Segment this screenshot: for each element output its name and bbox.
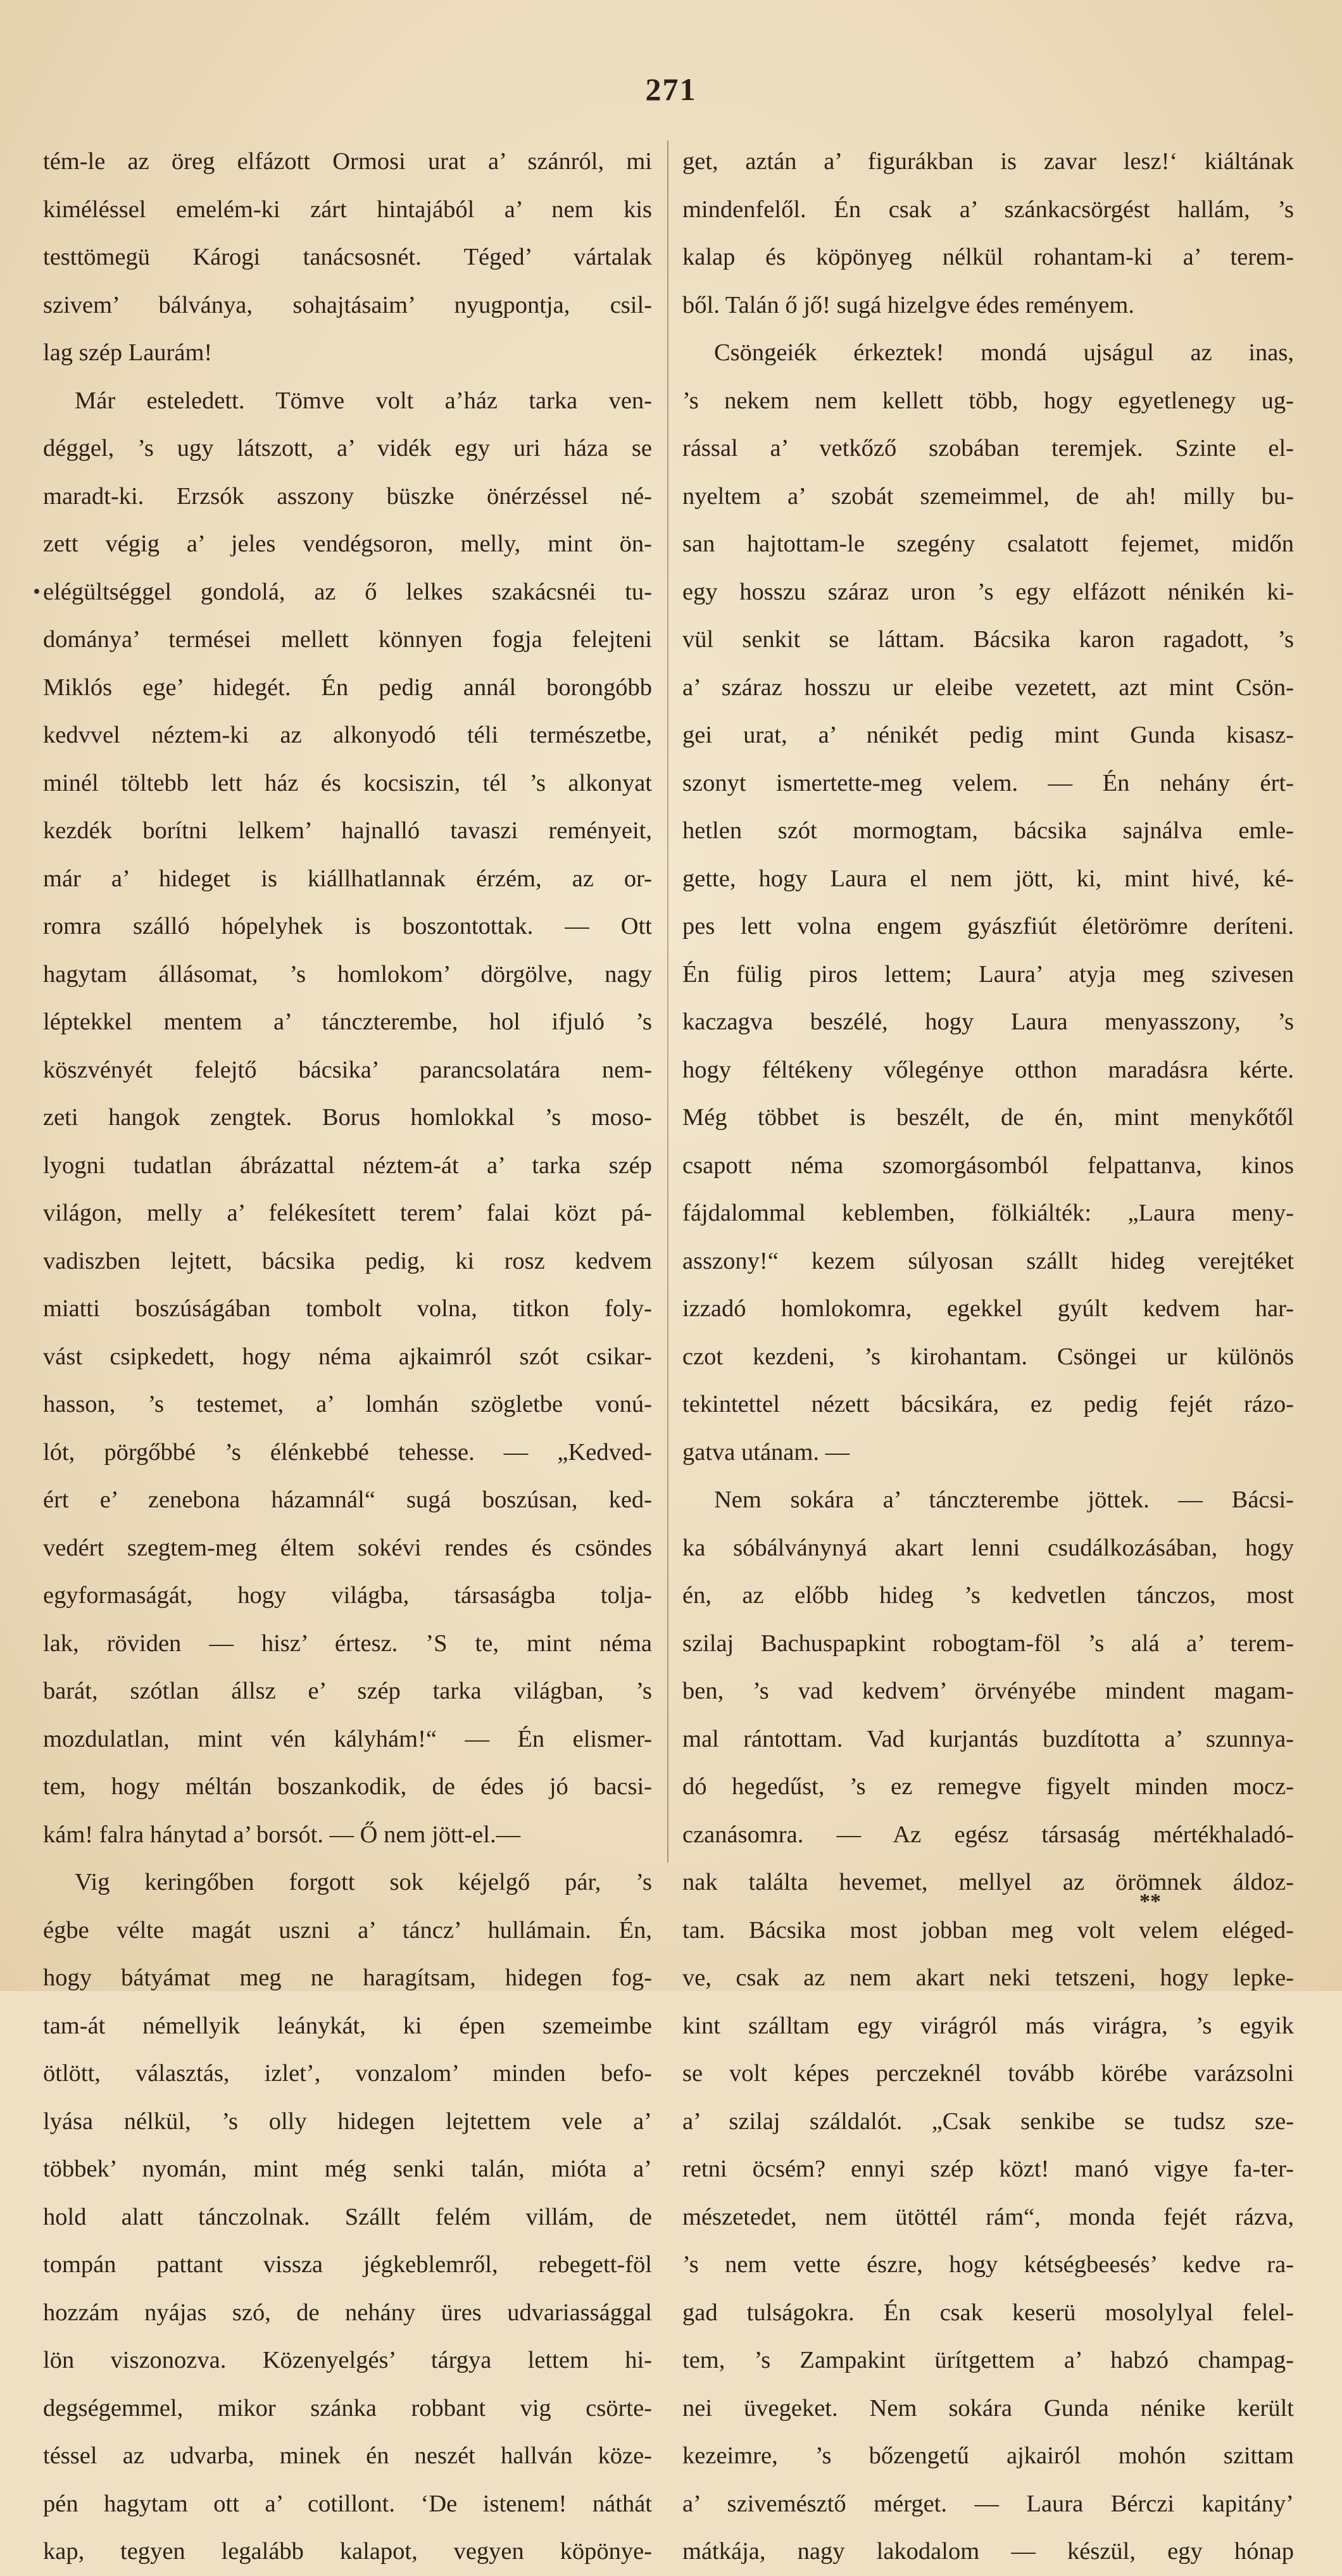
text-line: zett végig a’ jeles vendégsoron, melly, mint ön-: [43, 531, 652, 557]
text-line: gad tulságokra. Én csak keserü mosolylyal felel-: [682, 2299, 1294, 2326]
text-line: a’ száraz hosszu ur eleibe vezetett, azt mint Csön-: [682, 674, 1294, 701]
text-line: testtömegü Károgi tanácsosnét. Téged’ vártalak: [43, 244, 652, 270]
text-line: lyogni tudatlan ábrázattal néztem-át a’ tarka szép: [43, 1152, 652, 1179]
text-line: hogy bátyámat meg ne haragítsam, hidegen fog-: [43, 1964, 652, 1991]
text-line: tém-le az öreg elfázott Ormosi urat a’ szánról, mi: [43, 148, 652, 175]
text-line: lyása nélkül, ’s olly hidegen lejtettem vele a’: [43, 2108, 652, 2135]
text-line: hogy féltékeny vőlegénye otthon maradásra kérte.: [682, 1056, 1294, 1083]
text-line: Vig keringőben forgott sok kéjelgő pár, ’s: [75, 1869, 652, 1895]
page-number: 271: [645, 72, 697, 107]
text-line: hozzám nyájas szó, de nehány üres udvariassággal: [43, 2299, 652, 2326]
right-text-column: [682, 138, 1294, 2576]
text-line: miatti boszúságában tombolt volna, titkon foly-: [43, 1295, 652, 1322]
text-line: hold alatt tánczolnak. Szállt felém villám, de: [43, 2203, 652, 2230]
text-line: czot kezdeni, ’s kirohantam. Csöngei ur különös: [682, 1343, 1294, 1370]
text-line: pén hagytam ott a’ cotillont. ‘De istenem! náthát: [43, 2490, 652, 2517]
text-line: mátkája, nagy lakodalom — készül, egy hónap: [682, 2538, 1294, 2565]
text-line: mal rántottam. Vad kurjantás buzdította a’ szunnya-: [682, 1725, 1294, 1752]
text-line: lót, pörgőbbé ’s élénkebbé tehesse. — „Kedved-: [43, 1438, 652, 1466]
column-divider: [667, 141, 668, 1863]
text-line: én, az előbb hideg ’s kedvetlen tánczos, most: [682, 1582, 1294, 1609]
text-line: hagytam állásomat, ’s homlokom’ dörgölve, nagy: [43, 960, 652, 988]
text-line: nak találta hevemet, mellyel az örömnek áldoz-: [682, 1869, 1294, 1895]
text-line: lak, röviden — hisz’ értesz. ’S te, mint néma: [43, 1630, 652, 1657]
text-line: elégültséggel gondolá, az ő lelkes szakácsnéi tu-: [43, 578, 652, 605]
text-line: barát, szótlan állsz e’ szép tarka világban, ’s: [43, 1678, 652, 1704]
text-line: retni öcsém? ennyi szép közt! manó vigye fa-ter-: [682, 2156, 1294, 2182]
text-line: kaczagva beszélé, hogy Laura menyasszony, ’s: [682, 1008, 1294, 1035]
text-line: mészetedet, nem ütöttél rám“, monda fejét rázva,: [682, 2203, 1294, 2230]
text-line: pes lett volna engem gyászfiút életörömre deríteni.: [682, 913, 1294, 939]
text-line: romra szálló hópelyhek is boszontottak. — Ott: [43, 913, 652, 939]
text-line: tam-át némellyik leánykát, ki épen szemeimbe: [43, 2012, 652, 2039]
text-line: minél töltebb lett ház és kocsiszin, tél ’s alkonyat: [43, 769, 652, 796]
text-line: vadiszben lejtett, bácsika pedig, ki rosz kedvem: [43, 1247, 652, 1274]
margin-ink-dot: [34, 589, 39, 594]
text-line: Még többet is beszélt, de én, mint menykőtől: [682, 1104, 1294, 1131]
text-line: Nem sokára a’ tánczterembe jöttek. — Bácsi-: [714, 1486, 1294, 1513]
text-line: ből. Talán ő jő! sugá hizelgve édes reményem.: [682, 291, 1134, 318]
text-line: csapott néma szomorgásomból felpattanva, kinos: [682, 1152, 1294, 1179]
text-line: mindenfelől. Én csak a’ szánkacsörgést hallám, ’s: [682, 196, 1294, 223]
text-line: get, aztán a’ figurákban is zavar lesz!‘ kiáltának: [682, 148, 1294, 175]
text-line: tem, ’s Zampakint ürítgettem a’ habzó champag-: [682, 2347, 1294, 2373]
text-line: egyformaságát, hogy világba, társaságba tolja-: [43, 1582, 652, 1609]
text-line: tem, hogy méltán boszankodik, de édes jó bacsi-: [43, 1773, 652, 1800]
text-line: zeti hangok zengtek. Borus homlokkal ’s moso-: [43, 1104, 652, 1131]
signature-mark: **: [1139, 1890, 1161, 1913]
text-line: gei urat, a’ nénikét pedig mint Gunda kisasz-: [682, 722, 1294, 748]
text-line: nei üvegeket. Nem sokára Gunda nénike került: [682, 2394, 1294, 2422]
text-line: se volt képes perczeknél tovább körébe varázsolni: [682, 2060, 1294, 2087]
text-line: mozdulatlan, mint vén kályhám!“ — Én elismer-: [43, 1725, 652, 1752]
text-line: san hajtottam-le szegény csalatott fejemet, midőn: [682, 531, 1294, 557]
text-line: tompán pattant vissza jégkeblemről, rebegett-föl: [43, 2251, 652, 2278]
text-line: rással a’ vetkőző szobában teremjek. Szinte el-: [682, 435, 1294, 462]
text-line: téssel az udvarba, minek én neszét hallván köze-: [43, 2442, 652, 2469]
text-line: dó hegedűst, ’s ez remegve figyelt minden mocz-: [682, 1773, 1294, 1800]
text-line: kiméléssel emelém-ki zárt hintajából a’ nem kis: [43, 196, 652, 223]
text-line: egy hosszu száraz uron ’s egy elfázott nénikén ki-: [682, 578, 1294, 605]
left-text-column: [43, 138, 652, 2576]
text-line: kám! falra hánytad a’ borsót. — Ő nem jött-el.—: [43, 1821, 521, 1848]
text-line: dománya’ termései mellett könnyen fogja felejteni: [43, 626, 652, 653]
text-line: nyeltem a’ szobát szemeimmel, de ah! milly bu-: [682, 482, 1294, 510]
text-line: gatva utánam. —: [682, 1438, 850, 1466]
text-line: degségemmel, mikor szánka robbant vig csörte-: [43, 2394, 652, 2422]
text-line: világon, melly a’ felékesített terem’ falai közt pá-: [43, 1200, 652, 1226]
text-line: maradt-ki. Erzsók asszony büszke önérzéssel né-: [43, 482, 652, 510]
text-line: kap, tegyen legalább kalapot, vegyen köpönye-: [43, 2538, 652, 2565]
text-line: ötlött, választás, izlet’, vonzalom’ minden befo-: [43, 2060, 652, 2087]
text-line: Én fülig piros lettem; Laura’ atyja meg szivesen: [682, 960, 1294, 988]
text-line: kint szálltam egy virágról más virágra, ’s egyik: [682, 2012, 1294, 2039]
text-line: lag szép Laurám!: [43, 339, 213, 366]
text-line: kezdék borítni lelkem’ hajnalló tavaszi reményeit,: [43, 817, 652, 844]
text-line: tam. Bácsika most jobban meg volt velem eléged-: [682, 1916, 1294, 1944]
text-line: izzadó homlokomra, egekkel gyúlt kedvem har-: [682, 1295, 1294, 1322]
text-line: már a’ hideget is kiállhatlannak érzém, az or-: [43, 865, 652, 892]
text-line: vást csipkedett, hogy néma ajkaimról szót csikar-: [43, 1343, 652, 1370]
text-line: ka sóbálványnyá akart lenni csudálkozásában, hogy: [682, 1534, 1294, 1561]
text-line: tekintettel nézett bácsikára, ez pedig fejét rázo-: [682, 1391, 1294, 1417]
text-line: ben, ’s vad kedvem’ örvényébe mindent magam-: [682, 1678, 1294, 1704]
text-line: lön viszonozva. Közenyelgés’ tárgya lettem hi-: [43, 2347, 652, 2373]
text-line: ve, csak az nem akart neki tetszeni, hogy lepke-: [682, 1964, 1294, 1991]
text-line: a’ szilaj száldalót. „Csak senkibe se tudsz sze-: [682, 2108, 1294, 2135]
text-line: kalap és köpönyeg nélkül rohantam-ki a’ terem-: [682, 244, 1294, 270]
text-line: Csöngeiék érkeztek! mondá ujságul az inas,: [714, 339, 1294, 366]
text-line: hasson, ’s testemet, a’ lomhán szögletbe vonú-: [43, 1391, 652, 1417]
text-line: vül senkit se láttam. Bácsika karon ragadott, ’s: [682, 626, 1294, 653]
text-line: égbe vélte magát uszni a’ táncz’ hullámain. Én,: [43, 1916, 652, 1944]
text-line: köszvényét felejtő bácsika’ parancsolatára nem-: [43, 1056, 652, 1083]
text-line: hetlen szót mormogtam, bácsika sajnálva emle-: [682, 817, 1294, 844]
text-line: kedvvel néztem-ki az alkonyodó téli természetbe,: [43, 722, 652, 748]
text-line: asszony!“ kezem súlyosan szállt hideg verejtéket: [682, 1247, 1294, 1274]
text-line: kezeimre, ’s bőzengetű ajkairól mohón szittam: [682, 2442, 1294, 2469]
text-line: vedért szegtem-meg éltem sokévi rendes és csöndes: [43, 1534, 652, 1561]
text-line: léptekkel mentem a’ tánczterembe, hol ifjuló ’s: [43, 1008, 652, 1035]
text-line: szivem’ bálványa, sohajtásaim’ nyugpontja, csil-: [43, 291, 652, 318]
text-line: ért e’ zenebona házamnál“ sugá boszúsan, ked-: [43, 1486, 652, 1513]
text-line: Már esteledett. Tömve volt a’ház tarka ven-: [75, 387, 652, 414]
text-line: többek’ nyomán, mint még senki talán, mióta a’: [43, 2156, 652, 2182]
text-line: a’ szivemésztő mérget. — Laura Bérczi kapitány’: [682, 2490, 1294, 2517]
text-line: szonyt ismertette-meg velem. — Én nehány ért-: [682, 769, 1294, 796]
text-line: Miklós ege’ hidegét. Én pedig annál borongóbb: [43, 674, 652, 701]
text-line: ’s nem vette észre, hogy kétségbeesés’ kedve ra-: [682, 2251, 1294, 2278]
text-line: czanásomra. — Az egész társaság mértékhaladó-: [682, 1821, 1294, 1848]
text-line: ’s nekem nem kellett több, hogy egyetlenegy ug-: [682, 387, 1294, 414]
text-line: szilaj Bachuspapkint robogtam-föl ’s alá a’ terem-: [682, 1630, 1294, 1657]
text-line: fájdalommal keblemben, fölkiálték: „Laura meny-: [682, 1200, 1294, 1226]
text-line: gette, hogy Laura el nem jött, ki, mint hivé, ké-: [682, 865, 1294, 892]
text-line: déggel, ’s ugy látszott, a’ vidék egy uri háza se: [43, 435, 652, 462]
